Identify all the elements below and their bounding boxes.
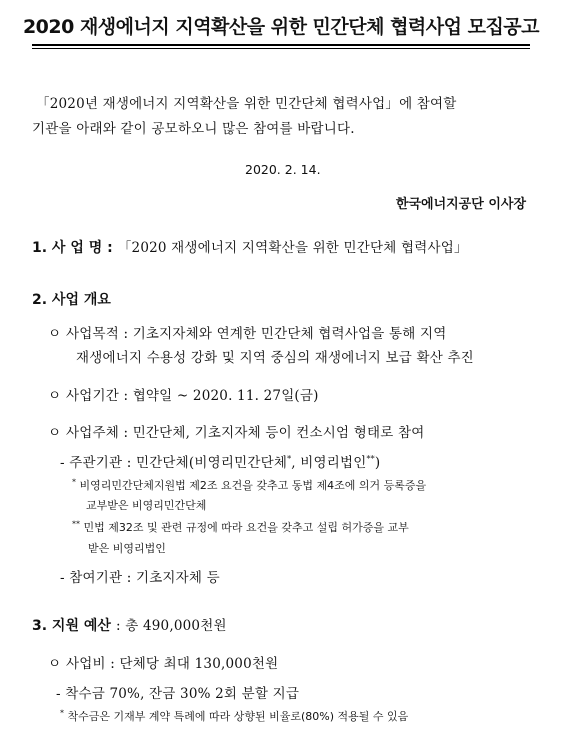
footnote-2-line-1: 민법 제32조 및 관련 규정에 따라 요건을 갖추고 설립 허가증을 교부: [83, 521, 409, 534]
entity-text: 사업주체 : 민간단체, 기초지자체 등이 컨소시엄 형태로 참여: [66, 425, 425, 441]
page-title: 2020 재생에너지 지역확산을 위한 민간단체 협력사업 모집공고: [22, 16, 540, 38]
cost-item: [48, 652, 278, 672]
payment-footnote-text: 착수금은 기재부 계약 특례에 따라 상향된 비율로(80%) 적용될 수 있음: [67, 710, 409, 723]
bullet-marker: ㅇ: [48, 388, 62, 404]
period-text: 사업기간 : 협약일 ~ 2020. 11. 27일(금): [66, 388, 319, 404]
intro-line-1: 「2020년 재생에너지 지역확산을 위한 민간단체 협력사업」에 참여할: [36, 96, 457, 112]
cost-text: 사업비 : 단체당 최대 130,000천원: [66, 656, 279, 672]
section-2-heading: 2. 사업 개요: [32, 292, 111, 308]
section-1: [32, 236, 468, 257]
bullet-marker: ㅇ: [48, 425, 62, 441]
announcement-date: 2020. 2. 14.: [245, 162, 321, 177]
lead-footnote-mark-2: **: [366, 454, 375, 464]
issuer-name: 한국에너지공단 이사장: [395, 197, 526, 212]
entity-item: [48, 421, 424, 441]
bullet-marker: ㅇ: [48, 656, 62, 672]
title-rule-thick: [32, 44, 530, 46]
title-rule-thin: [32, 48, 530, 49]
payment-footnote-mark: *: [60, 708, 64, 718]
footnote-1-line-2: 교부받은 비영리민간단체: [86, 499, 207, 512]
section-3-value: : 총 490,000천원: [116, 618, 227, 634]
bullet-marker: ㅇ: [48, 326, 62, 342]
lead-middle: , 비영리법인: [291, 455, 367, 471]
section-3: [32, 614, 227, 635]
payment-footnote: [60, 708, 408, 724]
payment-terms: - 착수금 70%, 잔금 30% 2회 분할 지급: [56, 686, 300, 702]
purpose-line-1: 사업목적 : 기초지자체와 연계한 민간단체 협력사업을 통해 지역: [66, 326, 447, 342]
section-1-label: 1. 사 업 명 :: [32, 240, 113, 256]
footnote-2: [72, 519, 409, 535]
participant-organization: - 참여기관 : 기초지자체 등: [60, 570, 220, 586]
section-1-value: 「2020 재생에너지 지역확산을 위한 민간단체 협력사업」: [117, 240, 468, 256]
footnote-2-line-2: 받은 비영리법인: [88, 542, 166, 555]
lead-footnote-mark-1: *: [287, 454, 292, 464]
section-3-heading: 3. 지원 예산: [32, 618, 111, 634]
intro-line-2: 기관을 아래와 같이 공모하오니 많은 참여를 바랍니다.: [32, 121, 355, 137]
footnote-1-line-1: 비영리민간단체지원법 제2조 요건을 갖추고 동법 제4조에 의거 등록증을: [79, 479, 427, 492]
lead-suffix: ): [374, 455, 381, 471]
lead-prefix: - 주관기관 : 민간단체(비영리민간단체: [60, 455, 288, 471]
purpose-item: [48, 322, 446, 342]
period-item: [48, 384, 319, 404]
footnote-2-mark: **: [72, 519, 80, 529]
footnote-1: [72, 477, 426, 493]
lead-organization: [60, 451, 380, 471]
purpose-line-2: 재생에너지 수용성 강화 및 지역 중심의 재생에너지 보급 확산 추진: [76, 350, 474, 366]
footnote-1-mark: *: [72, 477, 76, 487]
